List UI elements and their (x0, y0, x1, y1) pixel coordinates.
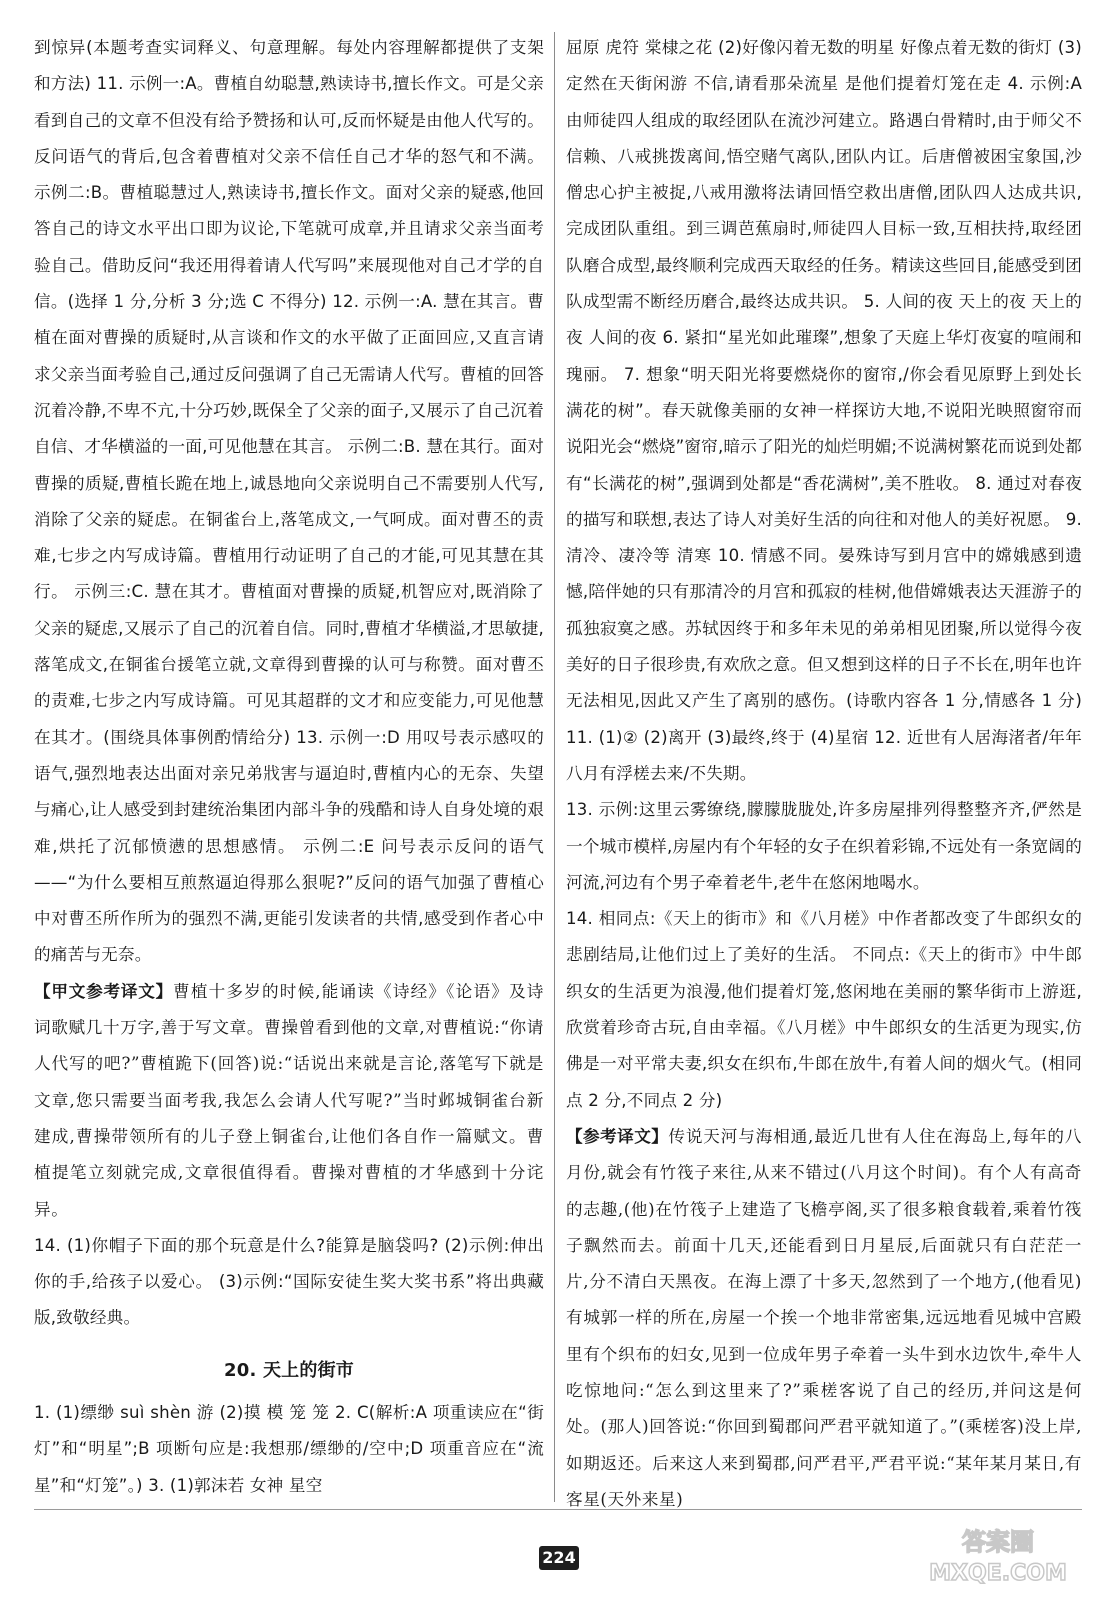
translation-text: 传说天河与海相通,最近几世有人住在海岛上,每年的八月份,就会有竹筏子来往,从来不错过(八月这个时间)。有个人有高奇的志趣,(他)在竹筏子上建造了飞檐亭阁,买了很多粮食载着,乘着竹筏子飘然而去。前面十几天,还能看到日月星辰,后面就只有白茫茫一片,分不清白天黑夜。在海上漂了十多天,忽然到了一个地方,(他看见)有城郭一样的所在,房屋一个挨一个地非常密集,远远地看见城中宫殿里有个织布的妇女,见到一位成年男子牵着一头牛到水边饮牛,牵牛人吃惊地问:“怎么到这里来了?”乘槎客说了自己的经历,并问这是何处。(那人)回答说:“你回到蜀郡问严君平就知道了。”(乘槎客)没上岸,如期返还。后来这人来到蜀郡,问严君平,严君平说:“某年某月某日,有客星(天外来星) (566, 1126, 1082, 1509)
footer-rule (34, 1509, 1082, 1510)
page-number: 224 (539, 1546, 579, 1570)
answer-paragraph: 到惊异(本题考查实词释义、句意理解。每处内容理解都提供了支架和方法) 11. 示例一:A。曹植自幼聪慧,熟读诗书,擅长作文。可是父亲看到自己的文章不但没有给予赞扬和认可,反而怀疑是由他人代写的。反问语气的背后,包含着曹植对父亲不信任自己才华的怒气和不满。 示例二:B。曹植聪慧过人,熟读诗书,擅长作文。面对父亲的疑惑,他回答自己的诗文水平出口即为议论,下笔就可成章,并且请求父亲当面考验自己。借助反问“我还用得着请人代写吗”来展现他对自己才学的自信。(选择 1 分,分析 3 分;选 C 不得分) 12. 示例一:A. 慧在其言。曹植在面对曹操的质疑时,从言谈和作文的水平做了正面回应,又直言请求父亲当面考验自己,通过反问强调了自己无需请人代写。曹植的回答沉着冷静,不卑不亢,十分巧妙,既保全了父亲的面子,又展示了自己沉着自信、才华横溢的一面,可见他慧在其言。 示例二:B. 慧在其行。面对曹操的质疑,曹植长跪在地上,诚恳地向父亲说明自己不需要别人代写,消除了父亲的疑虑。在铜雀台上,落笔成文,一气呵成。面对曹丕的责难,七步之内写成诗篇。曹植用行动证明了自己的才能,可见其慧在其行。 示例三:C. 慧在其才。曹植面对曹操的质疑,机智应对,既消除了父亲的疑虑,又展示了自己的沉着自信。同时,曹植才华横溢,才思敏捷,落笔成文,在铜雀台援笔立就,文章得到曹操的认可与称赞。面对曹丕的责难,七步之内写成诗篇。可见其超群的文才和应变能力,可见他慧在其才。(围绕具体事例酌情给分) 13. 示例一:D 用叹号表示感叹的语气,强烈地表达出面对亲兄弟戕害与逼迫时,曹植内心的无奈、失望与痛心,让人感受到封建统治集团内部斗争的残酷和诗人自身处境的艰难,烘托了沉郁愤懑的思想感情。 示例二:E 问号表示反问的语气——“为什么要相互煎熬逼迫得那么狠呢?”反问的语气加强了曹植心中对曹丕所作所为的强烈不满,更能引发读者的共情,感受到作者心中的痛苦与无奈。 (34, 38, 544, 965)
translation-paragraph (34, 974, 544, 1228)
right-column (566, 30, 1082, 1518)
section-title: 20. 天上的街市 (224, 1359, 354, 1381)
answer-paragraph: 13. 示例:这里云雾缭绕,朦朦胧胧处,许多房屋排列得整整齐齐,俨然是一个城市模样,房屋内有个年轻的女子在织着彩锦,不远处有一条宽阔的河流,河边有个男子牵着老牛,老牛在悠闲地喝水。 (566, 800, 1082, 892)
answer-paragraph: 屈原 虎符 棠棣之花 (2)好像闪着无数的明星 好像点着无数的街灯 (3)定然在天街闲游 不信,请看那朵流星 是他们提着灯笼在走 4. 示例:A 由师徒四人组成的取经团队在流沙河建立。路遇白骨精时,由于师父不信赖、八戒挑拨离间,悟空赌气离队,团队内讧。后唐僧被困宝象国,沙僧忠心护主被捉,八戒用激将法请回悟空救出唐僧,团队四人达成共识,完成团队重组。到三调芭蕉扇时,师徒四人目标一致,互相扶持,取经团队磨合成型,最终顺利完成西天取经的任务。精读这些回目,能感受到团队成型需不断经历磨合,最终达成共识。 5. 人间的夜 天上的夜 天上的夜 人间的夜 6. 紧扣“星光如此璀璨”,想象了天庭上华灯夜宴的喧闹和瑰丽。 7. 想象“明天阳光将要燃烧你的窗帘,/你会看见原野上到处长满花的树”。春天就像美丽的女神一样探访大地,不说阳光映照窗帘而说阳光会“燃烧”窗帘,暗示了阳光的灿烂明媚;不说满树繁花而说到处都有“长满花的树”,强调到处都是“香花满树”,美不胜收。 8. 通过对春夜的描写和联想,表达了诗人对美好生活的向往和对他人的美好祝愿。 9. 清冷、凄冷等 清寒 10. 情感不同。晏殊诗写到月宫中的嫦娥感到遗憾,陪伴她的只有那清冷的月宫和孤寂的桂树,他借嫦娥表达天涯游子的孤独寂寞之感。苏轼因终于和多年未见的弟弟相见团聚,所以觉得今夜美好的日子很珍贵,有欢欣之意。但又想到这样的日子不长在,明年也许无法相见,因此又产生了离别的感伤。(诗歌内容各 1 分,情感各 1 分) 11. (1)② (2)离开 (3)最终,终于 (4)星宿 12. 近世有人居海渚者/年年八月有浮槎去来/不失期。 (566, 38, 1082, 783)
svg-text:MXQE.COM: MXQE.COM (929, 1561, 1067, 1586)
watermark-logo (900, 1520, 1096, 1592)
translation-paragraph (566, 1119, 1082, 1518)
answer-paragraph: 1. (1)缥缈 suì shèn 游 (2)摸 模 笼 笼 2. C(解析:A 项重读应在“街灯”和“明星”;B 项断句应是:我想那/缥缈的/空中;D 项重音应在“流星”和“灯笼”。) 3. (1)郭沫若 女神 星空 (34, 1402, 544, 1495)
answer-paragraph: 14. 相同点:《天上的街市》和《八月槎》中作者都改变了牛郎织女的悲剧结局,让他们过上了美好的生活。 不同点:《天上的街市》中牛郎织女的生活更为浪漫,他们提着灯笼,悠闲地在美丽的繁华街市上游逛,欣赏着珍奇古玩,自由幸福。《八月槎》中牛郎织女的生活更为现实,仿佛是一对平常夫妻,织女在织布,牛郎在放牛,有着人间的烟火气。(相同点 2 分,不同点 2 分) (566, 909, 1082, 1110)
answer-paragraph: 14. (1)你帽子下面的那个玩意是什么?能算是脑袋吗? (2)示例:伸出你的手,给孩子以爱心。 (3)示例:“国际安徒生奖大奖书系”将出典藏版,致敬经典。 (34, 1235, 544, 1328)
translation-tag: 【参考译文】 (566, 1126, 669, 1146)
left-column (34, 30, 544, 1504)
svg-text:答案圈: 答案圈 (962, 1528, 1034, 1556)
translation-tag: 【甲文参考译文】 (34, 981, 174, 1001)
column-divider (554, 32, 555, 1502)
translation-text: 曹植十多岁的时候,能诵读《诗经》《论语》及诗词歌赋几十万字,善于写文章。曹操曾看到他的文章,对曹植说:“你请人代写的吧?”曹植跪下(回答)说:“话说出来就是言论,落笔写下就是文章,您只需要当面考我,我怎么会请人代写呢?”当时邺城铜雀台新建成,曹操带领所有的儿子登上铜雀台,让他们各自作一篇赋文。曹植提笔立刻就完成,文章很值得看。曹操对曹植的才华感到十分诧异。 (34, 981, 544, 1219)
